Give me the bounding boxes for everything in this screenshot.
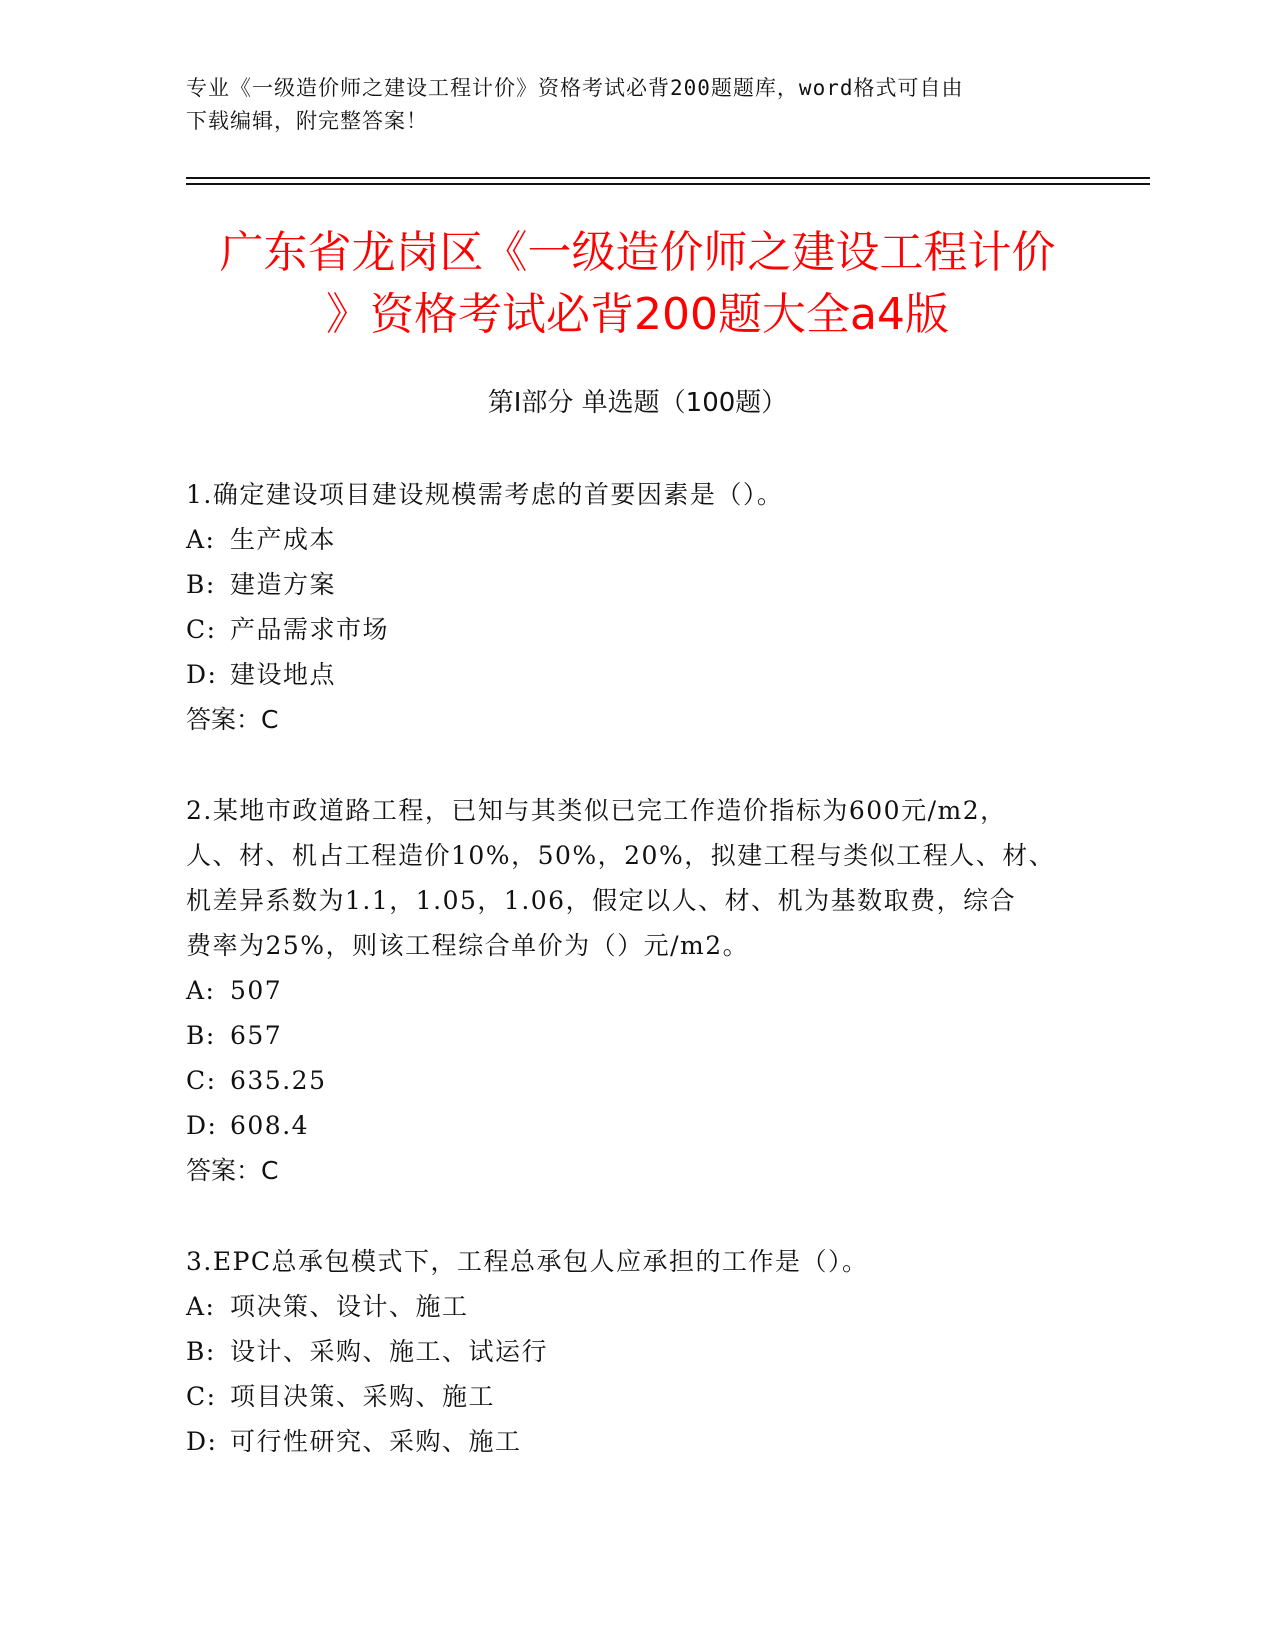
option-a	[186, 517, 1086, 562]
option-text: 建造方案	[230, 570, 337, 599]
option-c	[186, 1058, 1086, 1103]
header-divider-bottom	[186, 183, 1150, 185]
option-letter: C:	[186, 1382, 217, 1411]
header-note-line-1: 专业《一级造价师之建设工程计价》资格考试必背200题题库，word格式可自由	[186, 76, 964, 100]
option-c	[186, 607, 1086, 652]
document-title	[150, 222, 1125, 346]
option-b	[186, 562, 1086, 607]
option-letter: B:	[186, 570, 216, 599]
option-letter: B:	[186, 1021, 216, 1050]
option-text: 产品需求市场	[230, 615, 390, 644]
question-3	[186, 1239, 1086, 1464]
question-stem-line: 机差异系数为1.1，1.05，1.06，假定以人、材、机为基数取费，综合	[186, 886, 1017, 915]
question-stem-line: 3.EPC总承包模式下，工程总承包人应承担的工作是（）。	[186, 1247, 869, 1276]
question-stem-line: 1.确定建设项目建设规模需考虑的首要因素是（）。	[186, 480, 784, 509]
option-letter: C:	[186, 615, 217, 644]
option-text: 可行性研究、采购、施工	[230, 1427, 522, 1456]
section-title: 第Ⅰ部分 单选题（100题）	[487, 388, 788, 418]
question-1	[186, 472, 1086, 742]
option-text: 生产成本	[230, 525, 337, 554]
option-text: 608.4	[230, 1111, 310, 1140]
option-b	[186, 1329, 1086, 1374]
answer: 答案：C	[186, 705, 279, 734]
question-stem-line: 2.某地市政道路工程，已知与其类似已完工作造价指标为600元/m2，	[186, 796, 1007, 825]
option-d	[186, 652, 1086, 697]
option-a	[186, 968, 1086, 1013]
header-note	[186, 72, 1086, 138]
option-a	[186, 1284, 1086, 1329]
question-list	[186, 472, 1086, 1510]
option-text: 设计、采购、施工、试运行	[230, 1337, 549, 1366]
answer: 答案：C	[186, 1156, 279, 1185]
option-letter: D:	[186, 1427, 218, 1456]
option-b	[186, 1013, 1086, 1058]
option-letter: A:	[186, 525, 216, 554]
option-letter: D:	[186, 1111, 218, 1140]
document-title-line-2: 》资格考试必背200题大全a4版	[326, 289, 949, 340]
option-letter: A:	[186, 1292, 216, 1321]
option-letter: B:	[186, 1337, 216, 1366]
option-letter: D:	[186, 660, 218, 689]
question-stem-line: 费率为25%，则该工程综合单价为（）元/m2。	[186, 931, 750, 960]
option-text: 635.25	[230, 1066, 327, 1095]
option-letter: C:	[186, 1066, 217, 1095]
option-text: 项目决策、采购、施工	[230, 1382, 496, 1411]
header-divider-top	[186, 177, 1150, 179]
option-text: 657	[230, 1021, 283, 1050]
question-stem-line: 人、材、机占工程造价10%，50%，20%，拟建工程与类似工程人、材、	[186, 841, 1056, 870]
option-letter: A:	[186, 976, 216, 1005]
option-c	[186, 1374, 1086, 1419]
option-d	[186, 1103, 1086, 1148]
option-text: 507	[230, 976, 283, 1005]
option-text: 建设地点	[230, 660, 337, 689]
document-title-line-1: 广东省龙岗区《一级造价师之建设工程计价	[219, 227, 1056, 278]
header-note-line-2: 下载编辑，附完整答案！	[186, 109, 428, 133]
option-text: 项决策、设计、施工	[230, 1292, 469, 1321]
option-d	[186, 1419, 1086, 1464]
question-2	[186, 788, 1086, 1193]
